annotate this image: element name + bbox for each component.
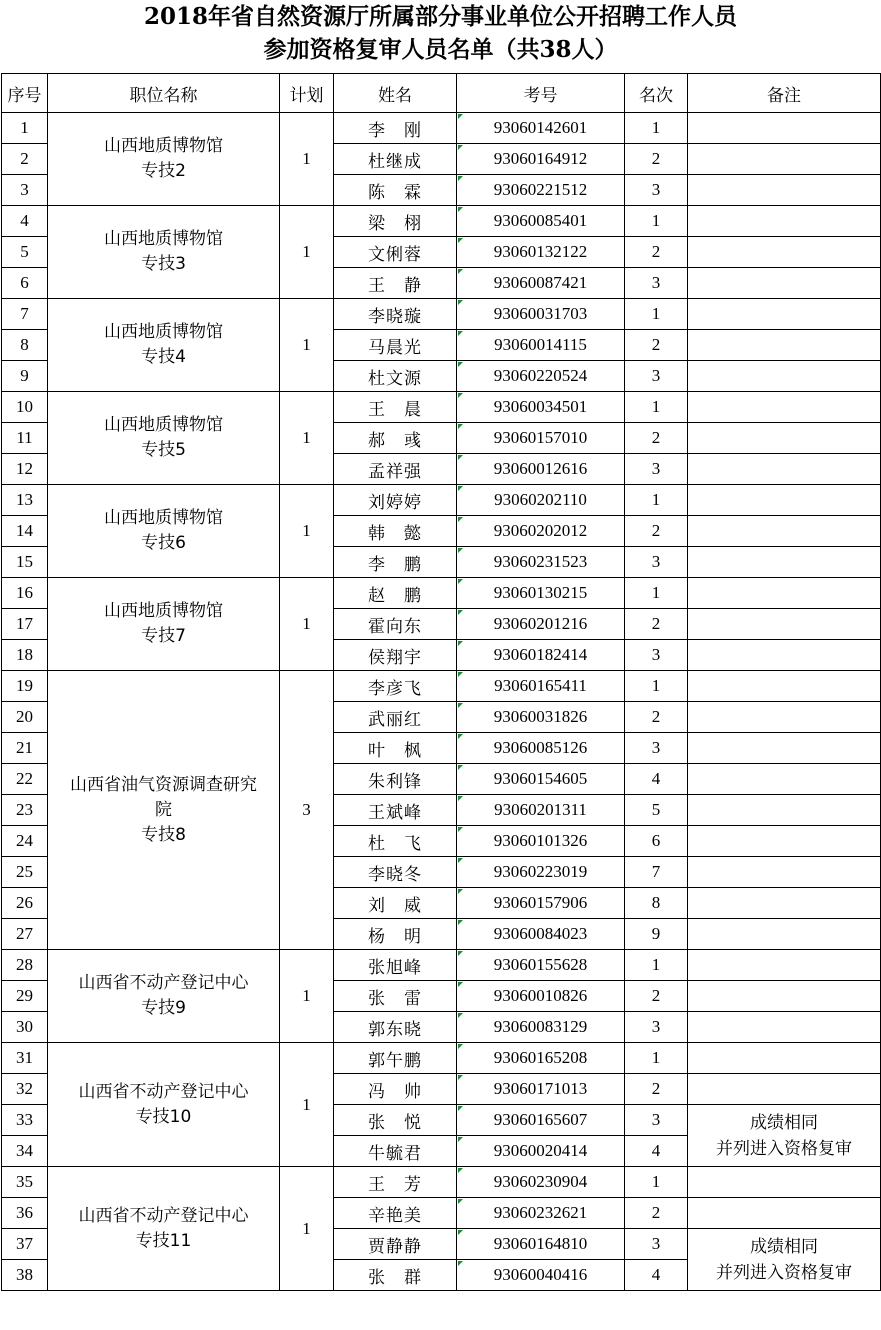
seq-cell: 27 (2, 919, 48, 950)
rank-cell: 6 (625, 826, 688, 857)
table-row (2, 392, 881, 423)
seq-cell: 22 (2, 764, 48, 795)
rank-cell: 2 (625, 237, 688, 268)
exam-number-cell: 93060012616 (457, 454, 625, 485)
position-line: 专技3 (141, 254, 186, 274)
remark-cell (688, 485, 881, 516)
seq-cell: 34 (2, 1136, 48, 1167)
exam-number-cell: 93060165411 (457, 671, 625, 702)
remark-cell (688, 764, 881, 795)
table-row (2, 671, 881, 702)
name-cell: 郝 彧 (334, 423, 457, 454)
exam-number-cell: 93060232621 (457, 1198, 625, 1229)
rank-cell: 1 (625, 206, 688, 237)
rank-cell: 1 (625, 392, 688, 423)
name-cell: 梁 栩 (334, 206, 457, 237)
exam-number-cell: 93060182414 (457, 640, 625, 671)
name-cell: 李晓璇 (334, 299, 457, 330)
rank-cell: 1 (625, 113, 688, 144)
position-line: 专技7 (141, 626, 186, 646)
name-cell: 郭东晓 (334, 1012, 457, 1043)
exam-number-cell: 93060142601 (457, 113, 625, 144)
remark-cell (688, 361, 881, 392)
rank-cell: 2 (625, 423, 688, 454)
exam-number-cell: 93060132122 (457, 237, 625, 268)
name-cell: 陈 霖 (334, 175, 457, 206)
exam-number-cell: 93060031703 (457, 299, 625, 330)
remark-cell (688, 1043, 881, 1074)
seq-cell: 5 (2, 237, 48, 268)
candidate-table (1, 73, 881, 1291)
position-line: 专技8 (141, 824, 186, 845)
exam-number-cell: 93060171013 (457, 1074, 625, 1105)
remark-cell (688, 857, 881, 888)
rank-cell: 2 (625, 609, 688, 640)
exam-number-cell: 93060155628 (457, 950, 625, 981)
remark-cell (688, 1167, 881, 1198)
position-line: 专技10 (135, 1106, 192, 1127)
plan-cell: 1 (280, 578, 334, 671)
remark-line: 成绩相同 (750, 1236, 818, 1257)
name-cell: 孟祥强 (334, 454, 457, 485)
plan-cell: 3 (280, 671, 334, 950)
position-cell (48, 1167, 280, 1291)
seq-cell: 1 (2, 113, 48, 144)
plan-cell: 1 (280, 392, 334, 485)
document-title (0, 0, 881, 72)
plan-cell: 1 (280, 113, 334, 206)
exam-number-cell: 93060085401 (457, 206, 625, 237)
position-cell (48, 950, 280, 1043)
name-cell: 杜继成 (334, 144, 457, 175)
exam-number-cell: 93060130215 (457, 578, 625, 609)
position-line: 专技11 (135, 1230, 192, 1251)
seq-cell: 10 (2, 392, 48, 423)
seq-cell: 17 (2, 609, 48, 640)
rank-cell: 1 (625, 671, 688, 702)
rank-cell: 1 (625, 1043, 688, 1074)
header-row (2, 74, 881, 113)
rank-cell: 9 (625, 919, 688, 950)
rank-cell: 3 (625, 733, 688, 764)
rank-cell: 2 (625, 330, 688, 361)
seq-cell: 7 (2, 299, 48, 330)
seq-cell: 2 (2, 144, 48, 175)
exam-number-cell: 93060164912 (457, 144, 625, 175)
seq-cell: 24 (2, 826, 48, 857)
rank-cell: 4 (625, 1136, 688, 1167)
plan-cell: 1 (280, 299, 334, 392)
remark-cell (688, 113, 881, 144)
remark-cell (688, 1012, 881, 1043)
position-cell (48, 392, 280, 485)
seq-cell: 21 (2, 733, 48, 764)
title-line-1: 2018年省自然资源厅所属部分事业单位公开招聘工作人员 (143, 3, 737, 30)
plan-cell: 1 (280, 485, 334, 578)
rank-cell: 1 (625, 950, 688, 981)
position-line: 院 (155, 799, 172, 820)
header-plan: 计划 (280, 74, 334, 113)
rank-cell: 2 (625, 981, 688, 1012)
remark-cell (688, 888, 881, 919)
rank-cell: 2 (625, 1198, 688, 1229)
position-line: 山西地质博物馆 (104, 415, 223, 435)
remark-cell (688, 609, 881, 640)
exam-number-cell: 93060220524 (457, 361, 625, 392)
seq-cell: 6 (2, 268, 48, 299)
exam-number-cell: 93060084023 (457, 919, 625, 950)
rank-cell: 2 (625, 702, 688, 733)
seq-cell: 38 (2, 1260, 48, 1291)
name-cell: 李 鹏 (334, 547, 457, 578)
remark-cell (688, 516, 881, 547)
rank-cell: 3 (625, 268, 688, 299)
table-row (2, 206, 881, 237)
name-cell: 杜 飞 (334, 826, 457, 857)
position-line: 山西省油气资源调查研究 (70, 774, 257, 795)
rank-cell: 3 (625, 1229, 688, 1260)
exam-number-cell: 93060031826 (457, 702, 625, 733)
position-line: 山西地质博物馆 (104, 508, 223, 528)
remark-cell (688, 795, 881, 826)
rank-cell: 3 (625, 640, 688, 671)
exam-number-cell: 93060083129 (457, 1012, 625, 1043)
exam-number-cell: 93060202110 (457, 485, 625, 516)
position-line: 山西省不动产登记中心 (78, 1081, 249, 1102)
remark-cell (688, 330, 881, 361)
name-cell: 李晓冬 (334, 857, 457, 888)
seq-cell: 30 (2, 1012, 48, 1043)
name-cell: 侯翔宇 (334, 640, 457, 671)
remark-cell (688, 392, 881, 423)
seq-cell: 4 (2, 206, 48, 237)
position-cell (48, 113, 280, 206)
rank-cell: 4 (625, 764, 688, 795)
header-exam-number: 考号 (457, 74, 625, 113)
exam-number-cell: 93060101326 (457, 826, 625, 857)
name-cell: 刘婷婷 (334, 485, 457, 516)
seq-cell: 11 (2, 423, 48, 454)
seq-cell: 12 (2, 454, 48, 485)
remark-cell (688, 671, 881, 702)
remark-cell (688, 454, 881, 485)
name-cell: 王 芳 (334, 1167, 457, 1198)
seq-cell: 18 (2, 640, 48, 671)
name-cell: 贾静静 (334, 1229, 457, 1260)
name-cell: 王 静 (334, 268, 457, 299)
seq-cell: 23 (2, 795, 48, 826)
rank-cell: 4 (625, 1260, 688, 1291)
position-line: 专技4 (141, 347, 186, 367)
position-cell (48, 485, 280, 578)
name-cell: 张 群 (334, 1260, 457, 1291)
position-cell (48, 299, 280, 392)
table-row (2, 299, 881, 330)
seq-cell: 15 (2, 547, 48, 578)
position-cell (48, 1043, 280, 1167)
rank-cell: 1 (625, 578, 688, 609)
header-position: 职位名称 (48, 74, 280, 113)
rank-cell: 2 (625, 516, 688, 547)
remark-cell (688, 175, 881, 206)
exam-number-cell: 93060010826 (457, 981, 625, 1012)
table-row (2, 485, 881, 516)
remark-cell (688, 268, 881, 299)
name-cell: 叶 枫 (334, 733, 457, 764)
remark-cell (688, 981, 881, 1012)
position-line: 专技6 (141, 533, 186, 553)
table-row (2, 1043, 881, 1074)
remark-cell (688, 1198, 881, 1229)
position-cell (48, 578, 280, 671)
exam-number-cell: 93060040416 (457, 1260, 625, 1291)
seq-cell: 16 (2, 578, 48, 609)
header-remark: 备注 (688, 74, 881, 113)
exam-number-cell: 93060085126 (457, 733, 625, 764)
rank-cell: 7 (625, 857, 688, 888)
remark-cell (688, 144, 881, 175)
table-row (2, 113, 881, 144)
name-cell: 赵 鹏 (334, 578, 457, 609)
position-line: 专技5 (141, 440, 186, 460)
rank-cell: 3 (625, 361, 688, 392)
position-line: 山西地质博物馆 (104, 322, 223, 342)
remark-cell (688, 299, 881, 330)
name-cell: 杜文源 (334, 361, 457, 392)
name-cell: 张旭峰 (334, 950, 457, 981)
remark-cell (688, 1105, 881, 1167)
table-row (2, 1167, 881, 1198)
remark-cell (688, 1229, 881, 1291)
exam-number-cell: 93060202012 (457, 516, 625, 547)
rank-cell: 5 (625, 795, 688, 826)
seq-cell: 36 (2, 1198, 48, 1229)
remark-cell (688, 919, 881, 950)
rank-cell: 3 (625, 175, 688, 206)
rank-cell: 3 (625, 454, 688, 485)
name-cell: 霍向东 (334, 609, 457, 640)
position-line: 山西地质博物馆 (104, 601, 223, 621)
position-cell (48, 671, 280, 950)
exam-number-cell: 93060223019 (457, 857, 625, 888)
position-line: 山西地质博物馆 (104, 229, 223, 249)
name-cell: 牛毓君 (334, 1136, 457, 1167)
exam-number-cell: 93060165607 (457, 1105, 625, 1136)
plan-cell: 1 (280, 950, 334, 1043)
position-line: 专技9 (141, 998, 186, 1018)
rank-cell: 1 (625, 299, 688, 330)
position-line: 山西地质博物馆 (104, 136, 223, 156)
seq-cell: 33 (2, 1105, 48, 1136)
plan-cell: 1 (280, 206, 334, 299)
remark-cell (688, 547, 881, 578)
position-line: 专技2 (141, 161, 186, 181)
remark-cell (688, 950, 881, 981)
seq-cell: 20 (2, 702, 48, 733)
seq-cell: 32 (2, 1074, 48, 1105)
rank-cell: 8 (625, 888, 688, 919)
name-cell: 武丽红 (334, 702, 457, 733)
plan-cell: 1 (280, 1043, 334, 1167)
name-cell: 张 悦 (334, 1105, 457, 1136)
remark-line: 并列进入资格复审 (716, 1262, 852, 1283)
rank-cell: 3 (625, 1105, 688, 1136)
name-cell: 辛艳美 (334, 1198, 457, 1229)
rank-cell: 2 (625, 1074, 688, 1105)
seq-cell: 35 (2, 1167, 48, 1198)
seq-cell: 28 (2, 950, 48, 981)
remark-cell (688, 1074, 881, 1105)
name-cell: 李 刚 (334, 113, 457, 144)
name-cell: 王斌峰 (334, 795, 457, 826)
name-cell: 李彦飞 (334, 671, 457, 702)
seq-cell: 25 (2, 857, 48, 888)
header-seq: 序号 (2, 74, 48, 113)
table-row (2, 950, 881, 981)
exam-number-cell: 93060087421 (457, 268, 625, 299)
seq-cell: 14 (2, 516, 48, 547)
plan-cell: 1 (280, 1167, 334, 1291)
position-cell (48, 206, 280, 299)
remark-cell (688, 826, 881, 857)
name-cell: 张 雷 (334, 981, 457, 1012)
remark-cell (688, 206, 881, 237)
exam-number-cell: 93060157010 (457, 423, 625, 454)
remark-cell (688, 237, 881, 268)
seq-cell: 13 (2, 485, 48, 516)
seq-cell: 19 (2, 671, 48, 702)
exam-number-cell: 93060014115 (457, 330, 625, 361)
remark-cell (688, 702, 881, 733)
rank-cell: 1 (625, 485, 688, 516)
rank-cell: 3 (625, 1012, 688, 1043)
exam-number-cell: 93060157906 (457, 888, 625, 919)
rank-cell: 3 (625, 547, 688, 578)
remark-line: 成绩相同 (750, 1112, 818, 1133)
exam-number-cell: 93060020414 (457, 1136, 625, 1167)
table-row (2, 578, 881, 609)
seq-cell: 3 (2, 175, 48, 206)
seq-cell: 9 (2, 361, 48, 392)
exam-number-cell: 93060164810 (457, 1229, 625, 1260)
header-rank: 名次 (625, 74, 688, 113)
exam-number-cell: 93060201216 (457, 609, 625, 640)
name-cell: 朱利锋 (334, 764, 457, 795)
exam-number-cell: 93060165208 (457, 1043, 625, 1074)
rank-cell: 1 (625, 1167, 688, 1198)
remark-cell (688, 423, 881, 454)
name-cell: 刘 威 (334, 888, 457, 919)
seq-cell: 31 (2, 1043, 48, 1074)
rank-cell: 2 (625, 144, 688, 175)
name-cell: 马晨光 (334, 330, 457, 361)
exam-number-cell: 93060221512 (457, 175, 625, 206)
title-line-2: 参加资格复审人员名单（共38人） (263, 36, 618, 63)
exam-number-cell: 93060201311 (457, 795, 625, 826)
name-cell: 王 晨 (334, 392, 457, 423)
remark-cell (688, 733, 881, 764)
position-line: 山西省不动产登记中心 (78, 1205, 249, 1226)
name-cell: 杨 明 (334, 919, 457, 950)
exam-number-cell: 93060034501 (457, 392, 625, 423)
remark-line: 并列进入资格复审 (716, 1138, 852, 1159)
name-cell: 文俐蓉 (334, 237, 457, 268)
remark-cell (688, 640, 881, 671)
exam-number-cell: 93060230904 (457, 1167, 625, 1198)
position-line: 山西省不动产登记中心 (78, 973, 249, 993)
seq-cell: 26 (2, 888, 48, 919)
name-cell: 郭午鹏 (334, 1043, 457, 1074)
seq-cell: 29 (2, 981, 48, 1012)
exam-number-cell: 93060231523 (457, 547, 625, 578)
header-name: 姓名 (334, 74, 457, 113)
name-cell: 冯 帅 (334, 1074, 457, 1105)
exam-number-cell: 93060154605 (457, 764, 625, 795)
name-cell: 韩 懿 (334, 516, 457, 547)
remark-cell (688, 578, 881, 609)
seq-cell: 37 (2, 1229, 48, 1260)
seq-cell: 8 (2, 330, 48, 361)
